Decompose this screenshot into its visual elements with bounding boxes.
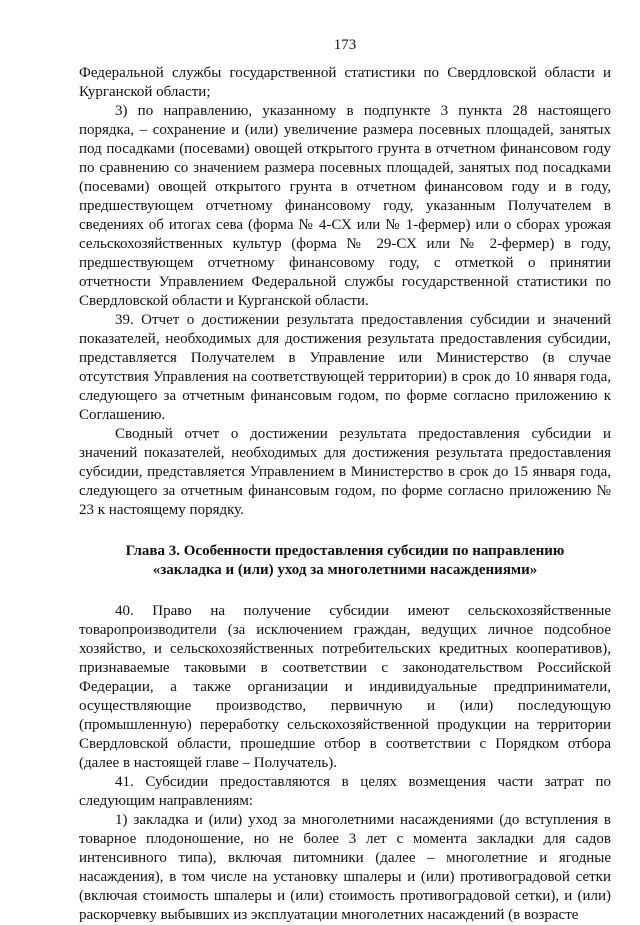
- document-page: [79, 36, 611, 923]
- chapter-heading-line-1: Глава 3. Особенности предоставления субсидии по направлению: [125, 543, 565, 559]
- chapter-heading: [79, 542, 611, 580]
- paragraph-item-3: 3) по направлению, указанному в подпункте 3 пункта 28 настоящего порядка, – сохранение и (или) увеличение размера посевных площадей, занятых под посадками (посевами) овощей открытого грунта в отчетном финансовом году по сравнению со значением размера посевных площадей, занятых под посадками (посевами) овощей открытого грунта в отчетном финансовом году и в году, предшествующем отчетному финансовому году, указанным Получателем в сведениях об итогах сева (форма № 4-СХ или № 1-фермер) или о сборах урожая сельскохозяйственных культур (форма № 29-СХ или № 2-фермер) в году, предшествующем отчетному финансовому году, с отметкой о принятии отчетности Управлением Федеральной службы государственной статистики по Свердловской области и Курганской области.: [79, 103, 611, 309]
- paragraph-summary-report: Сводный отчет о достижении результата предоставления субсидии и значений показателей, необходимых для достижения результата предоставления субсидии, представляется Управлением в Министерство в срок до 15 января года, следующего за отчетным финансовым годом, по форме согласно приложению № 23 к настоящему порядку.: [79, 426, 611, 518]
- paragraph-39: 39. Отчет о достижении результата предоставления субсидии и значений показателей, необходимых для достижения результата предоставления субсидии, представляется Получателем в Управление или Министерство (в случае отсутствия Управления на соответствующей территории) в срок до 10 января года, следующего за отчетным финансовым годом, по форме согласно приложению к Соглашению.: [79, 312, 611, 423]
- chapter-heading-line-2: «закладка и (или) уход за многолетними насаждениями»: [152, 562, 538, 578]
- page-number: 173: [333, 37, 357, 53]
- paragraph-continuation: Федеральной службы государственной статистики по Свердловской области и Курганской области;: [79, 65, 611, 100]
- paragraph-41-item-1: 1) закладка и (или) уход за многолетними насаждениями (до вступления в товарное плодоношение, но не более 3 лет с момента закладки для садов интенсивного типа), включая питомники (далее – многолетние и ягодные насаждения), в том числе на установку шпалеры и (или) противоградовой сетки (включая стоимость шпалеры и (или) стоимость противоградовой сетки), и (или) раскорчевку выбывших из эксплуатации многолетних насаждений (в возрасте: [79, 812, 611, 923]
- paragraph-40: 40. Право на получение субсидии имеют сельскохозяйственные товаропроизводители (за исключением граждан, ведущих личное подсобное хозяйство, и сельскохозяйственных потребительских кредитных кооперативов), признаваемые таковыми в соответствии с законодательством Российской Федерации, а также организации и индивидуальные предприниматели, осуществляющие производство, первичную и (или) последующую (промышленную) переработку сельскохозяйственной продукции на территории Свердловской области, прошедшие отбор в соответствии с Порядком отбора (далее в настоящей главе – Получатель).: [79, 603, 611, 771]
- paragraph-41: 41. Субсидии предоставляются в целях возмещения части затрат по следующим направлениям:: [79, 774, 611, 809]
